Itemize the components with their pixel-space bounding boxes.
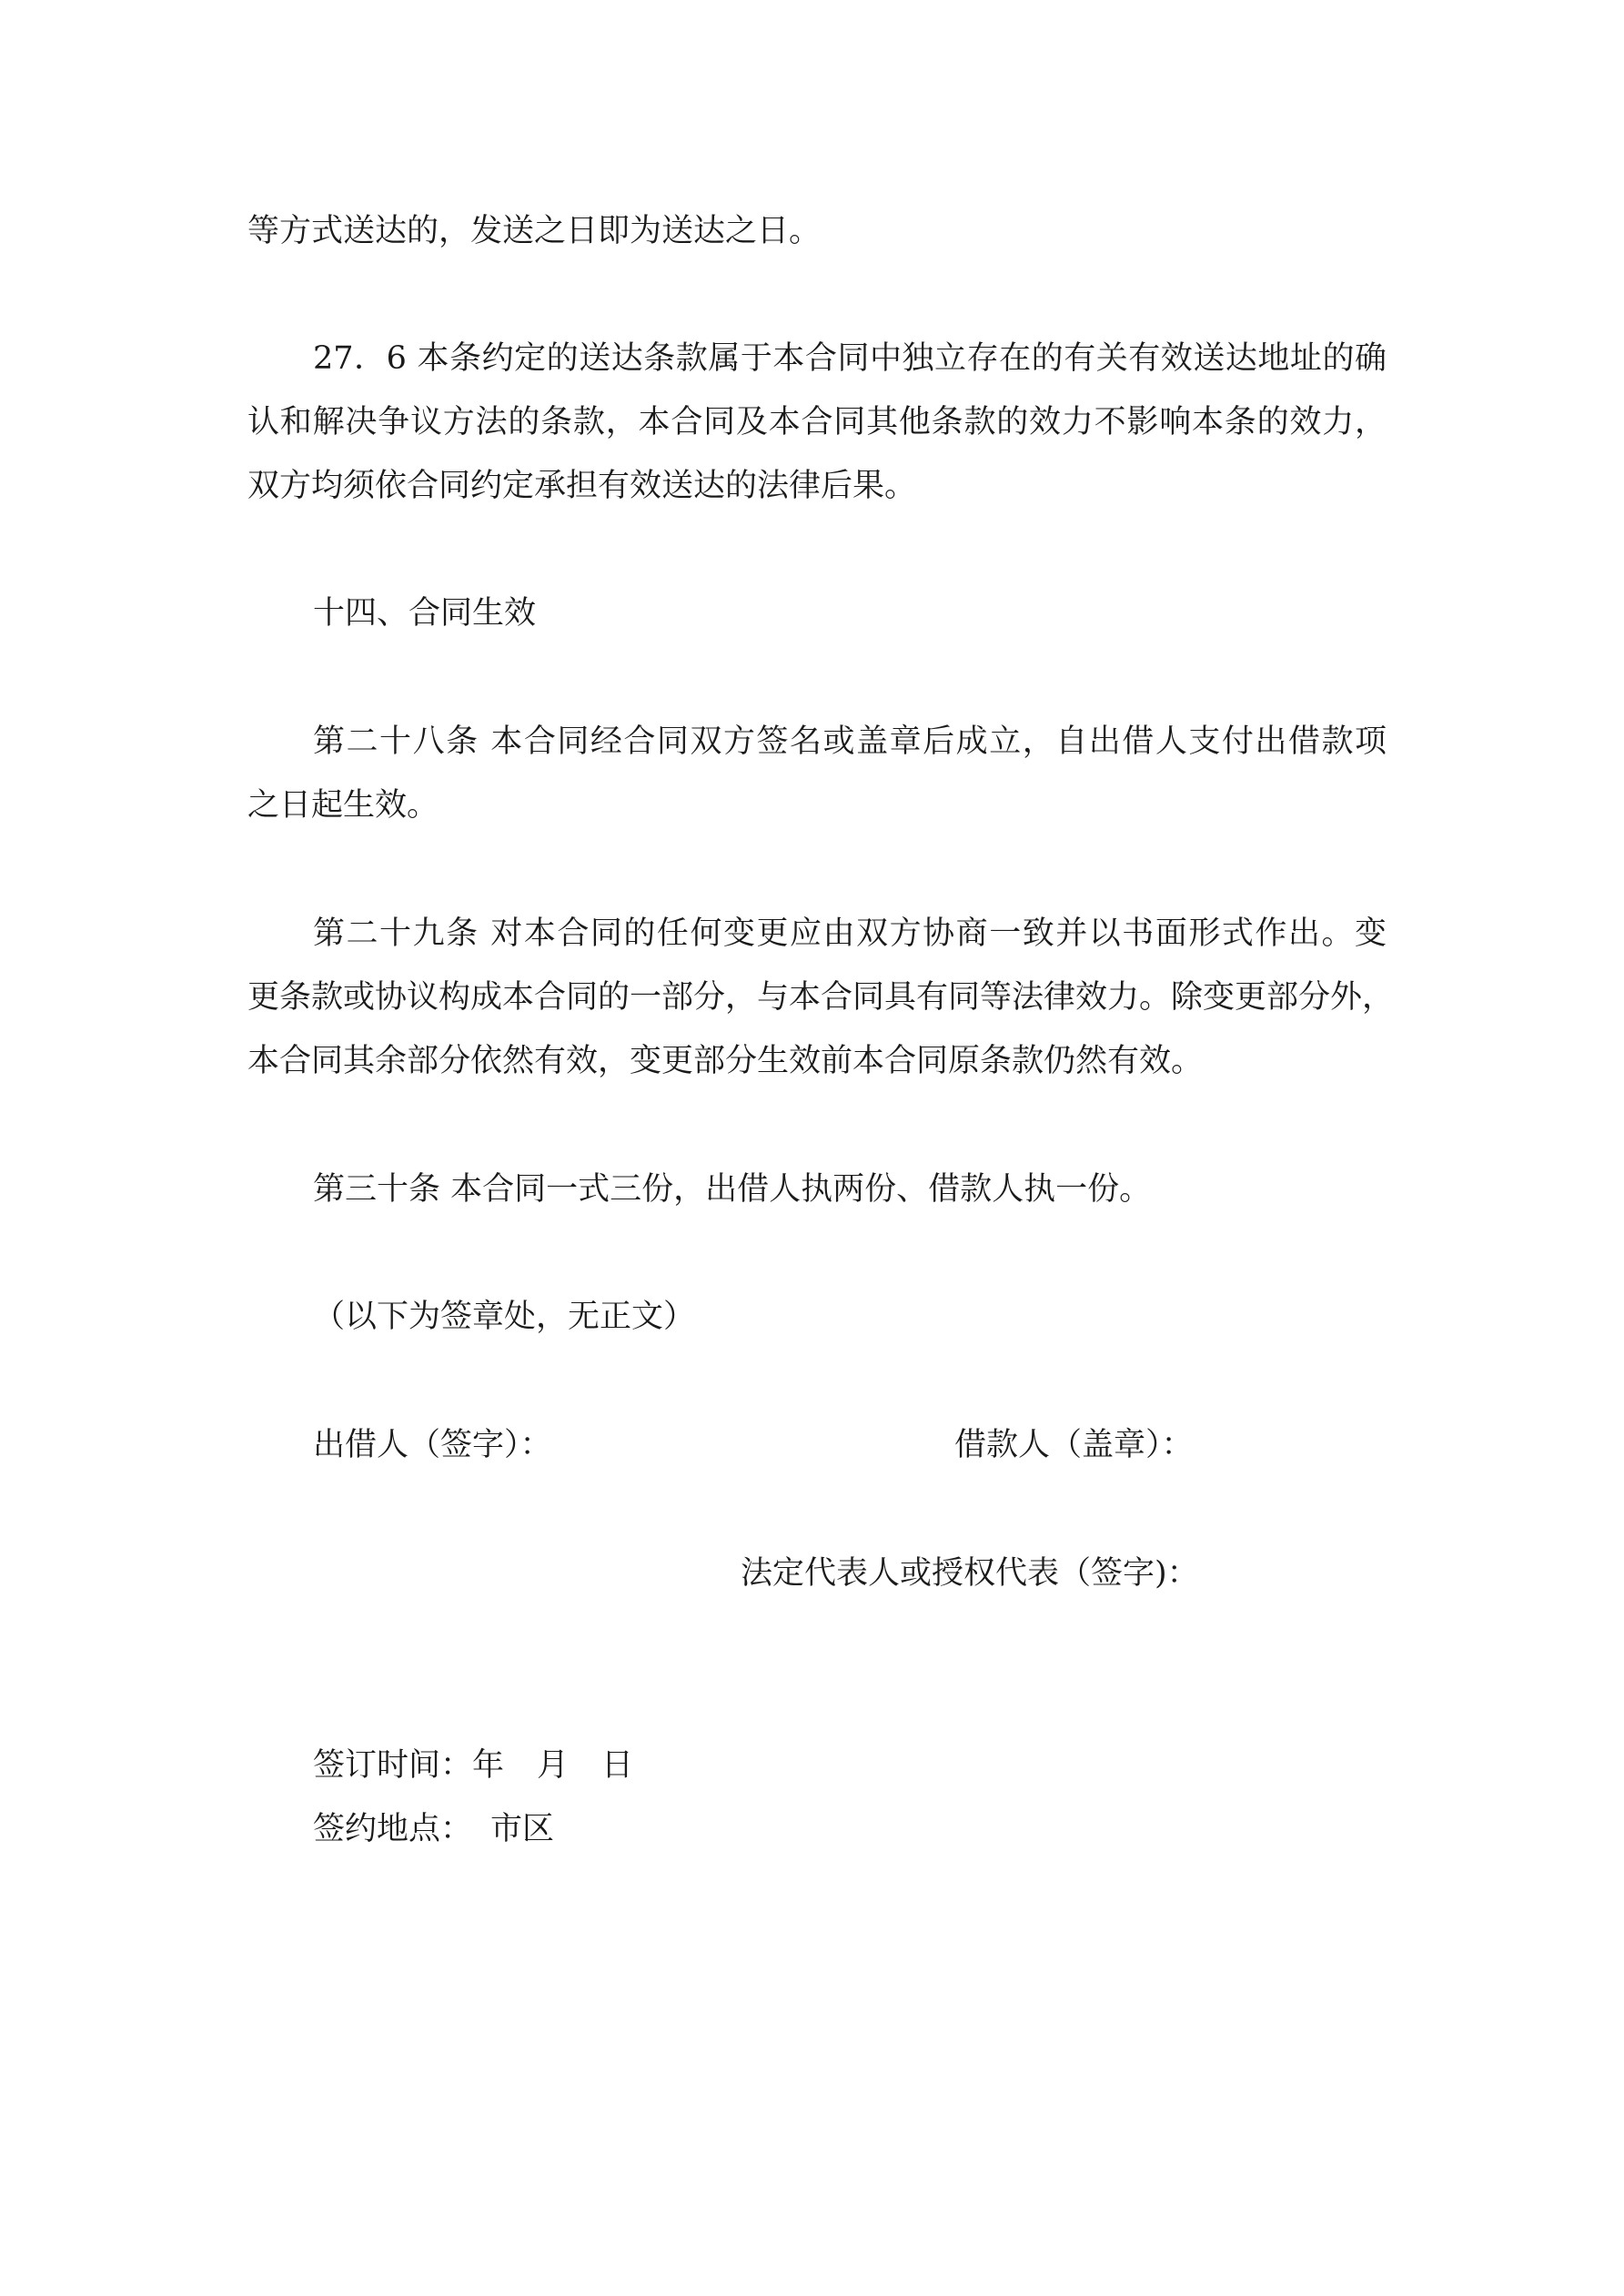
article-29-line-1: 第二十九条 对本合同的任何变更应由双方协商一致并以书面形式作出。变 xyxy=(313,915,1387,952)
article-29-line-3: 本合同其余部分依然有效，变更部分生效前本合同原条款仍然有效。 xyxy=(247,1043,1204,1079)
borrower-seal-label: 借款人（盖章）： xyxy=(954,1427,1194,1463)
article-29-line-2: 更条款或协议构成本合同的一部分，与本合同具有同等法律效力。除变更部分外， xyxy=(247,979,1395,1016)
signing-month: 月 xyxy=(537,1747,570,1784)
signing-day: 日 xyxy=(601,1747,634,1784)
signing-place-value: 市区 xyxy=(490,1811,555,1847)
signing-year: 年 xyxy=(472,1747,505,1784)
signing-place-label: 签约地点： xyxy=(313,1811,473,1847)
article-28-line-1: 第二十八条 本合同经合同双方签名或盖章后成立，自出借人支付出借款项 xyxy=(313,723,1387,760)
section-14-heading: 十四、合同生效 xyxy=(313,595,537,632)
clause-27-6-line-1: 27．6 本条约定的送达条款属于本合同中独立存在的有关有效送达地址的确 xyxy=(313,340,1387,377)
signing-place xyxy=(313,1811,1387,1847)
article-28-line-2: 之日起生效。 xyxy=(247,787,439,824)
lender-signature-label: 出借人（签字）： xyxy=(313,1427,552,1463)
signing-date-label: 签订时间： xyxy=(313,1747,473,1784)
signature-note: （以下为签章处，无正文） xyxy=(313,1299,696,1335)
clause-27-6-line-3: 双方均须依合同约定承担有效送达的法律后果。 xyxy=(247,468,917,504)
paragraph-continuation: 等方式送达的，发送之日即为送达之日。 xyxy=(247,213,822,249)
signing-date xyxy=(313,1747,1387,1784)
clause-27-6-line-2: 认和解决争议方法的条款，本合同及本合同其他条款的效力不影响本条的效力， xyxy=(247,404,1387,440)
legal-representative-label: 法定代表人或授权代表（签字)： xyxy=(741,1555,1199,1592)
article-30-line-1: 第三十条 本合同一式三份，出借人执两份、借款人执一份。 xyxy=(313,1171,1152,1208)
